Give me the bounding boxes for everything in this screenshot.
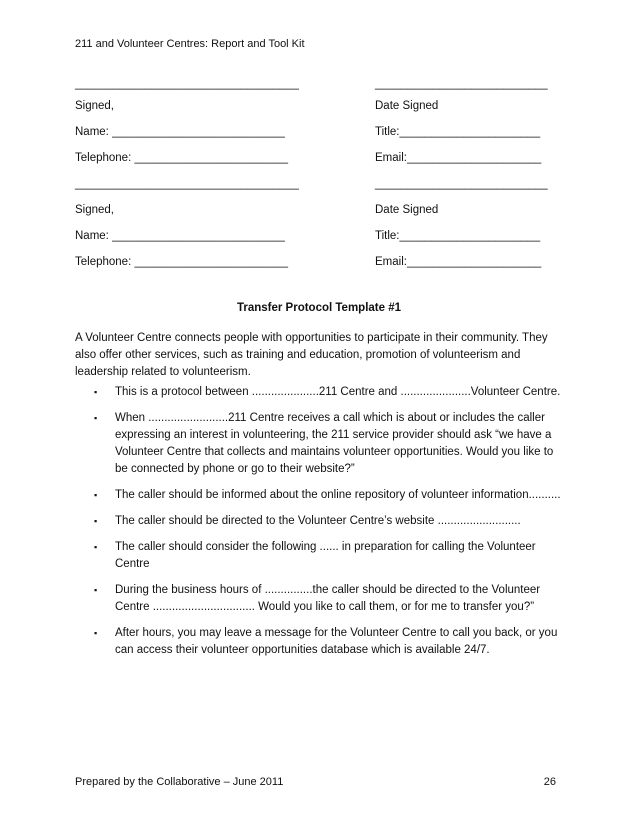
square-bullet-icon: ▪ bbox=[94, 490, 98, 500]
list-item-text: The caller should be informed about the online repository of volunteer information.......... bbox=[115, 489, 561, 501]
protocol-list bbox=[75, 384, 565, 659]
list-item bbox=[75, 487, 565, 504]
signed-label: Signed, bbox=[75, 100, 115, 112]
list-item-text: During the business hours of ...............the caller should be directed to the Volunteer Centre ................................ Would you like to call them, or for me to transfer you?” bbox=[115, 584, 541, 613]
signature-line: ___________________________________ bbox=[75, 78, 299, 90]
list-item bbox=[75, 539, 565, 573]
telephone-field: Telephone: ________________________ bbox=[75, 152, 288, 164]
square-bullet-icon: ▪ bbox=[94, 413, 98, 423]
date-line: ___________________________ bbox=[375, 78, 548, 90]
square-bullet-icon: ▪ bbox=[94, 628, 98, 638]
square-bullet-icon: ▪ bbox=[94, 585, 98, 595]
email-field: Email:_____________________ bbox=[375, 152, 542, 164]
list-item-text: The caller should be directed to the Volunteer Centre’s website .......................... bbox=[115, 515, 521, 527]
date-line: ___________________________ bbox=[375, 178, 548, 190]
date-signed-label: Date Signed bbox=[375, 100, 439, 112]
list-item bbox=[75, 582, 565, 616]
title-field: Title:______________________ bbox=[375, 126, 541, 138]
list-item-text: The caller should consider the following ...... in preparation for calling the Volunteer Centre bbox=[115, 541, 536, 570]
signed-label: Signed, bbox=[75, 204, 115, 216]
list-item-text: This is a protocol between .....................211 Centre and ......................Volunteer Centre. bbox=[115, 386, 561, 398]
list-item-text: After hours, you may leave a message for the Volunteer Centre to call you back, or you can access their volunteer opportunities database which is available 24/7. bbox=[115, 627, 558, 656]
title-field: Title:______________________ bbox=[375, 230, 541, 242]
section-title: Transfer Protocol Template #1 bbox=[236, 302, 402, 314]
square-bullet-icon: ▪ bbox=[94, 542, 98, 552]
page-number: 26 bbox=[543, 776, 556, 788]
list-item bbox=[75, 384, 565, 401]
running-header: 211 and Volunteer Centres: Report and Tool Kit bbox=[75, 38, 305, 50]
list-item bbox=[75, 513, 565, 530]
list-item bbox=[75, 410, 565, 478]
name-field: Name: ___________________________ bbox=[75, 230, 285, 242]
footer-credit: Prepared by the Collaborative – June 2011 bbox=[75, 776, 284, 788]
email-field: Email:_____________________ bbox=[375, 256, 542, 268]
intro-paragraph: A Volunteer Centre connects people with opportunities to participate in their community. They also offer other services, such as training and education, promotion of volunteerism and leadership related to volunteerism. bbox=[75, 332, 548, 378]
square-bullet-icon: ▪ bbox=[94, 387, 98, 397]
name-field: Name: ___________________________ bbox=[75, 126, 285, 138]
list-item bbox=[75, 625, 565, 659]
signature-line: ___________________________________ bbox=[75, 178, 299, 190]
telephone-field: Telephone: ________________________ bbox=[75, 256, 288, 268]
square-bullet-icon: ▪ bbox=[94, 516, 98, 526]
date-signed-label: Date Signed bbox=[375, 204, 439, 216]
list-item-text: When .........................211 Centre receives a call which is about or includes the caller expressing an interest in volunteering, the 211 service provider should ask “we have a Volunteer Centre that collects and maintains volunteer opportunities. Would you like to be connected by phone or go to their website?” bbox=[115, 412, 554, 475]
